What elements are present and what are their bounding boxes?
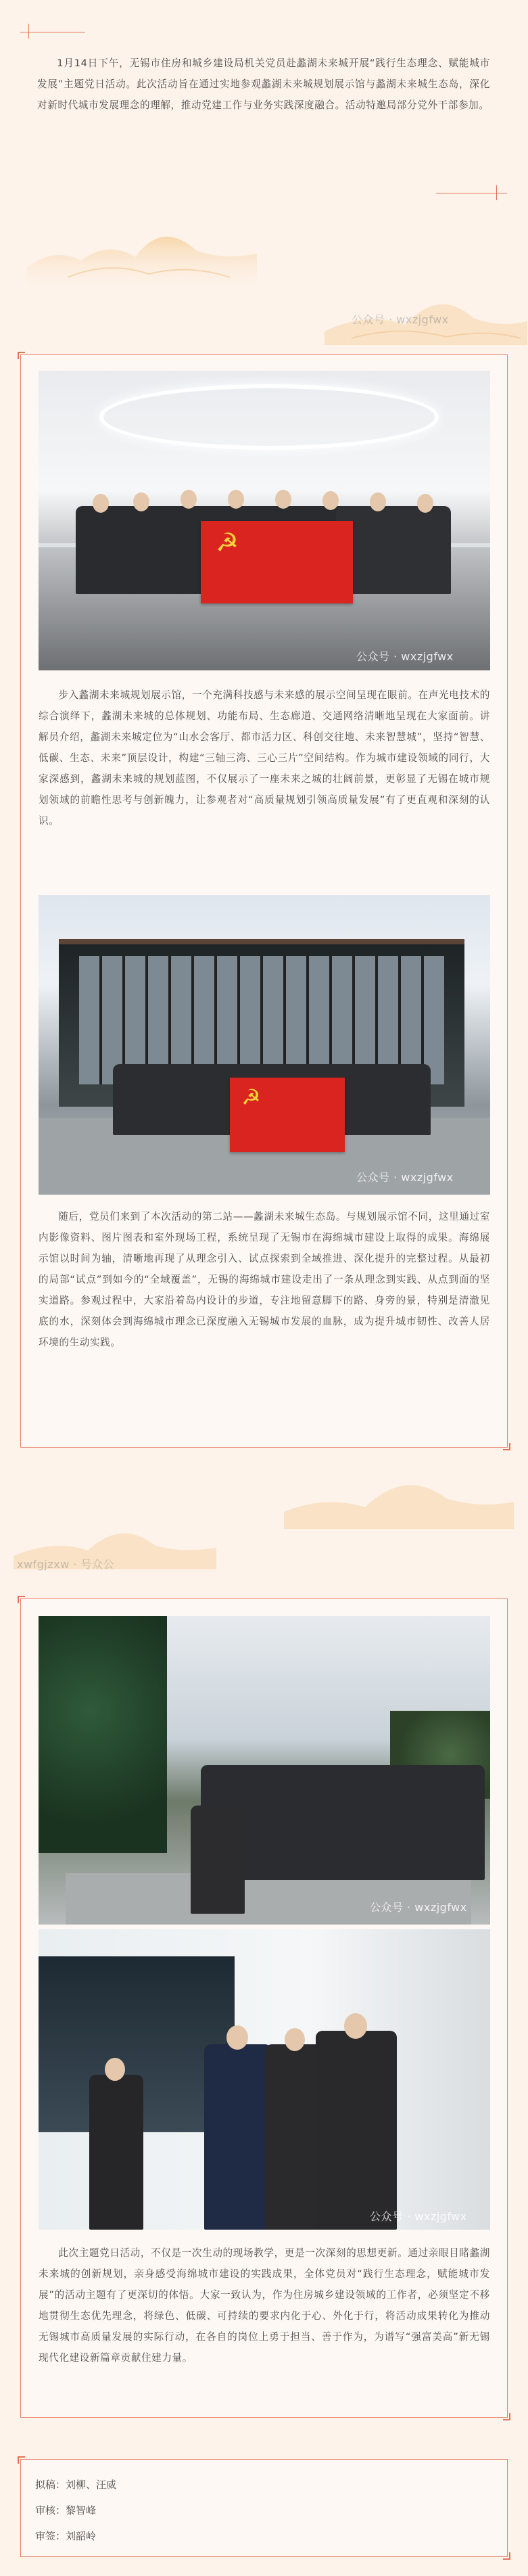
- watermark-photo-4: 公众号 · wxzjgfwx: [370, 2210, 467, 2223]
- mountain-decoration-mid-right: [284, 1454, 514, 1529]
- intro-paragraph: 1月14日下午，无锡市住房和城乡建设局机关党员赴蠡湖未来城开展“践行生态理念、赋能城市发展”主题党日活动。此次活动旨在通过实地参观蠡湖未来城规划展示馆与蠡湖未来城生态岛，深化对新时代城市发展理念的理解，推动党建工作与业务实践深度融合。活动特邀局部分党外干部参加。: [37, 58, 490, 111]
- photo-exhibition-hall-group: [39, 371, 490, 670]
- mountain-decoration-left: [27, 213, 257, 288]
- mountain-decoration-right: [325, 271, 527, 345]
- intro-rule-tick: [496, 185, 497, 200]
- section2-paragraph: 此次主题党日活动，不仅是一次生动的现场教学，更是一次深刻的思想更新。通过亲眼目睹蠡湖未来城的创新规划，亲身感受海绵城市建设的实践成果，全体党员对“践行生态理念，赋能城市发展”的活动主题有了更深切的体悟。大家一致认为，作为住房城乡建设领域的工作者，必须坚定不移地贯彻生态优先理念，将绿色、低碳、可持续的要求内化于心、外化于行，将活动成果转化为推动无锡城市高质量发展的实际行动，在各自的岗位上勇于担当、善于作为，为谱写“强富美高”新无锡现代化建设新篇章贡献住建力量。: [39, 2247, 490, 2364]
- credit-review: 审核：黎智峰: [35, 2504, 97, 2516]
- watermark-photo-1: 公众号 · wxzjgfwx: [356, 650, 454, 663]
- photo-eco-island-walk: [39, 1616, 490, 1925]
- section1-paragraph-1: 步入蠡湖未来城规划展示馆，一个充满科技感与未来感的展示空间呈现在眼前。在声光电技术的综合演绎下，蠡湖未来城的总体规划、功能布局、生态廊道、交通网络清晰地呈现在大家面前。讲解员介绍，蠡湖未来城定位为“山水会客厅、都市活力区、科创交往地、未来智慧城”，坚持“智慧、低碳、生态、未来”顶层设计，构建“三轴三湾、三心三片”空间结构。作为城市建设领域的同行，大家深感到，蠡湖未来城的规划蓝图，不仅展示了一座未来之城的壮阔前景，更彰显了无锡在城市规划领域的前瞻性思考与创新魄力，让参观者对“高质量规划引领高质量发展”有了更直观和深刻的认识。: [39, 689, 490, 827]
- photo-building-exterior-group: [39, 895, 490, 1195]
- credit-draft: 拟稿：刘柳、汪威: [35, 2479, 117, 2491]
- photo-sponge-city-exhibition: [39, 1929, 490, 2230]
- watermark-mid: xwfgjzxw · 号众公: [17, 1558, 115, 1571]
- watermark-photo-3: 公众号 · wxzjgfwx: [370, 1901, 467, 1914]
- party-emblem-icon-2: ☭: [241, 1084, 261, 1110]
- watermark-photo-2: 公众号 · wxzjgfwx: [356, 1171, 454, 1184]
- section1-paragraph-2: 随后，党员们来到了本次活动的第二站——蠡湖未来城生态岛。与规划展示馆不同，这里通过室内影像资料、图片图表和室外现场工程，系统呈现了无锡市在海绵城市建设上取得的成果。海绵展示馆以时间为轴，清晰地再现了从理念引入、试点探索到全域推进、深化提升的完整过程。从最初的局部“试点”到如今的“全域覆盖”，无锡的海绵城市建设走出了一条从理念到实践、从点到面的坚实道路。参观过程中，大家沿着岛内设计的步道，专注地留意脚下的路、身旁的景，特别是清澈见底的水，深刻体会到海绵城市理念已深度融入无锡城市发展的血脉，成为提升城市韧性、改善人居环境的生动实践。: [39, 1211, 490, 1348]
- header-rule-tick: [28, 24, 29, 39]
- party-emblem-icon: ☭: [216, 528, 239, 557]
- credit-sign: 审签：刘韶岭: [35, 2530, 97, 2542]
- watermark-header: 公众号 · wxzjgfwx: [352, 313, 449, 326]
